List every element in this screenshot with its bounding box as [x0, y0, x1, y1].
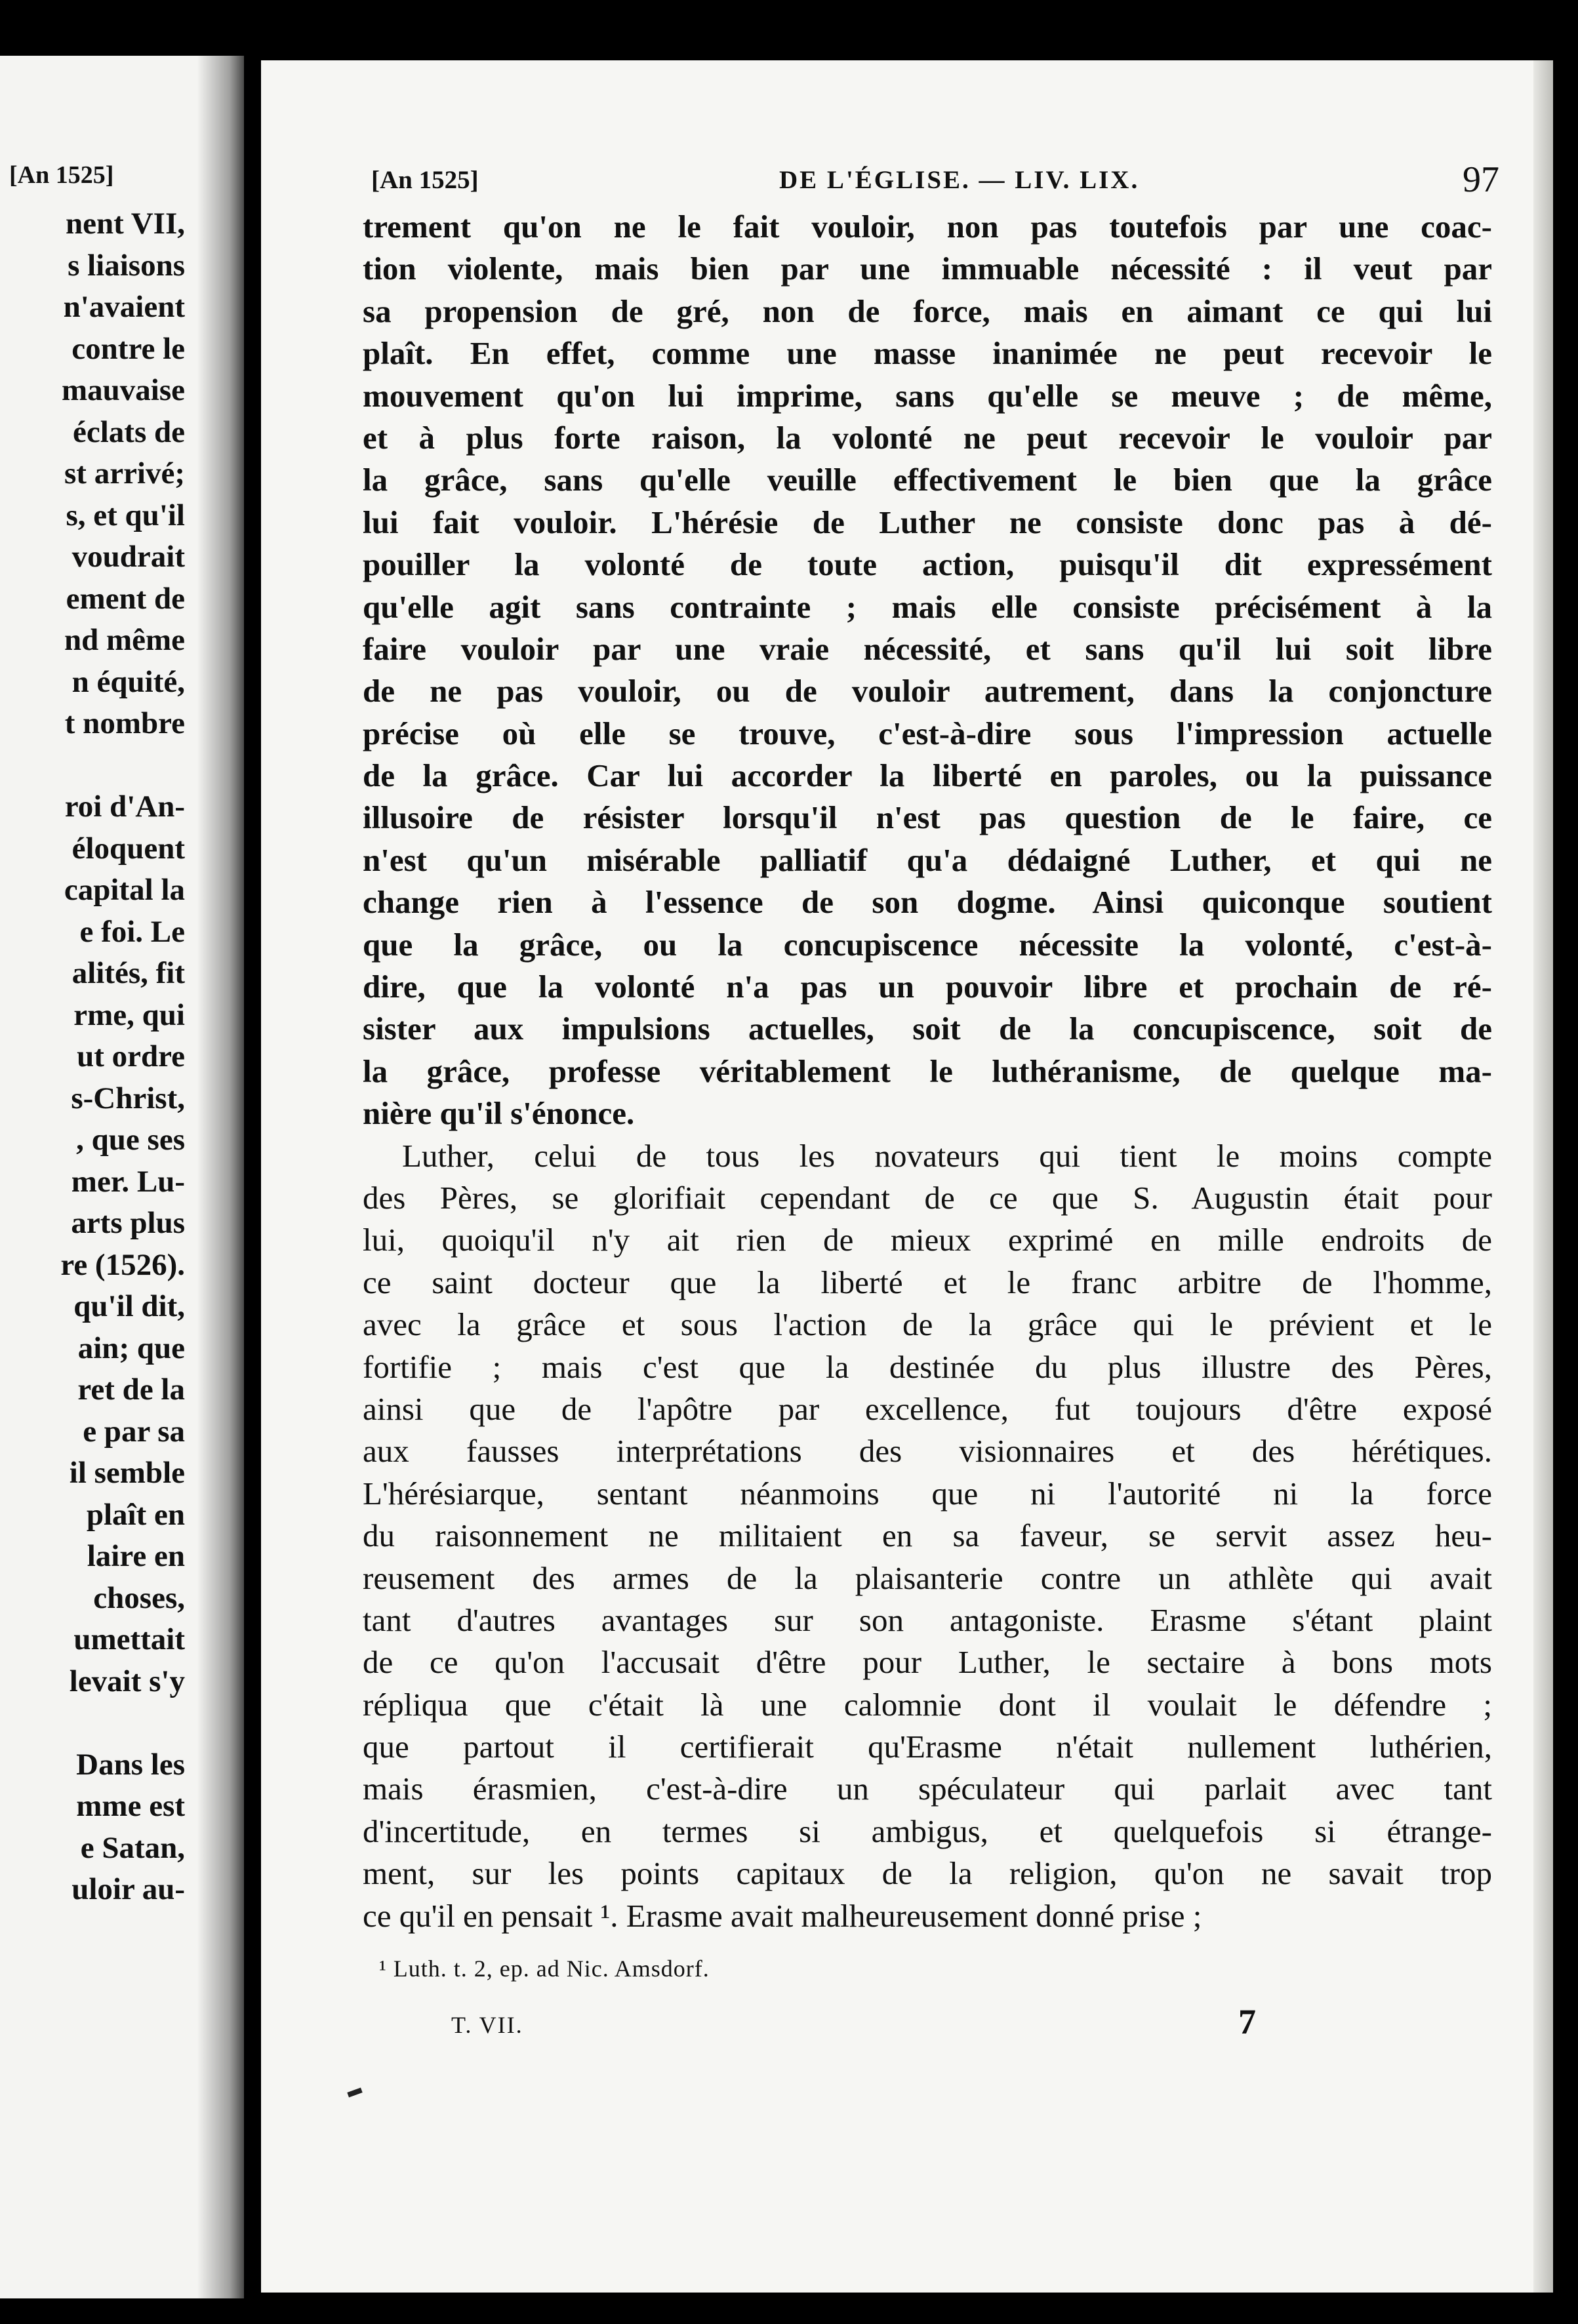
volume-mark: T. VII.: [451, 2012, 523, 2038]
previous-page-line: e par sa: [83, 1414, 185, 1449]
text-line: ce qu'il en pensait ¹. Erasme avait malheureusement donné prise ;: [363, 1897, 1202, 1934]
paragraph-2: [363, 1135, 1492, 1937]
previous-page-line: laire en: [87, 1539, 185, 1573]
previous-page-line: [60, 745, 185, 787]
previous-page-line: , que ses: [76, 1123, 185, 1157]
page-number: 97: [1463, 159, 1499, 200]
previous-page-line: uloir au-: [71, 1872, 185, 1906]
page-edge: [1533, 60, 1553, 2293]
text-line: mouvement qu'on lui imprime, sans qu'elle se meuve ; de même,: [363, 377, 1492, 414]
text-line: précise où elle se trouve, c'est-à-dire sous l'impression actuelle: [363, 715, 1492, 751]
text-line: tant d'autres avantages sur son antagoniste. Erasme s'étant plaint: [363, 1601, 1492, 1638]
text-line: que la grâce, ou la concupiscence nécessite la volonté, c'est-à-: [363, 926, 1492, 963]
previous-page-line: il semble: [69, 1456, 185, 1490]
text-line: lui, quoiqu'il n'y ait rien de mieux exprimé en mille endroits de: [363, 1222, 1492, 1258]
ink-mark: [347, 2087, 362, 2097]
text-line: reusement des armes de la plaisanterie contre un athlète qui avait: [363, 1559, 1492, 1596]
text-line: change rien à l'essence de son dogme. Ainsi quiconque soutient: [363, 884, 1492, 921]
previous-page-line: mme est: [76, 1789, 185, 1823]
previous-page-line: umettait: [73, 1622, 185, 1656]
text-line: répliqua que c'était là une calomnie dont il voulait le défendre ;: [363, 1686, 1492, 1723]
text-line: faire vouloir par une vraie nécessité, et sans qu'il lui soit libre: [363, 630, 1492, 667]
previous-page-line: e Satan,: [80, 1830, 185, 1865]
previous-page-line: roi d'An-: [64, 790, 185, 824]
previous-page-line: contre le: [71, 331, 185, 366]
text-line: de ne pas vouloir, ou de vouloir autrement, dans la conjoncture: [363, 673, 1492, 710]
previous-page: [0, 56, 244, 2298]
previous-page-line: e foi. Le: [79, 914, 185, 949]
previous-page-line: nent VII,: [66, 207, 185, 241]
previous-page-line: capital la: [64, 873, 185, 907]
text-line: dire, que la volonté n'a pas un pouvoir libre et prochain de ré-: [363, 969, 1492, 1005]
text-line: fortifie ; mais c'est que la destinée du plus illustre des Pères,: [363, 1348, 1492, 1385]
text-line: lui fait vouloir. L'hérésie de Luther ne consiste donc pas à dé-: [363, 504, 1492, 540]
text-line: la grâce, sans qu'elle veuille effectivement le bien que la grâce: [363, 462, 1492, 498]
previous-page-line: mauvaise: [62, 373, 185, 407]
text-line: illusoire de résister lorsqu'il n'est pas question de le faire, ce: [363, 799, 1492, 836]
previous-page-line: qu'il dit,: [73, 1289, 185, 1323]
previous-page-line: mer. Lu-: [71, 1164, 185, 1199]
previous-page-line: s-Christ,: [71, 1081, 185, 1115]
text-line: qu'elle agit sans contrainte ; mais elle consiste précisément à la: [363, 588, 1492, 625]
previous-page-line: [60, 1702, 185, 1744]
previous-page-line: ret de la: [77, 1372, 185, 1407]
previous-page-line: éloquent: [71, 831, 185, 866]
text-line: la grâce, professe véritablement le luthéranisme, de quelque ma-: [363, 1052, 1492, 1089]
previous-page-line: nd même: [64, 623, 185, 657]
previous-page-line: st arrivé;: [64, 456, 185, 491]
text-line: avec la grâce et sous l'action de la grâce qui le prévient et le: [363, 1306, 1492, 1343]
text-line: mais érasmien, c'est-à-dire un spéculateur qui parlait avec tant: [363, 1771, 1492, 1807]
paragraph-1: [363, 206, 1492, 1135]
text-line: nière qu'il s'énonce.: [363, 1095, 635, 1132]
previous-page-line: levait s'y: [69, 1664, 185, 1698]
text-line: n'est qu'un misérable palliatif qu'a dédaigné Luther, et qui ne: [363, 841, 1492, 878]
text-line: ce saint docteur que la liberté et le franc arbitre de l'homme,: [363, 1264, 1492, 1300]
previous-page-text-column: [60, 203, 185, 1911]
text-line: de la grâce. Car lui accorder la liberté en paroles, ou la puissance: [363, 757, 1492, 794]
running-head: [371, 159, 1499, 205]
previous-page-line: arts plus: [71, 1206, 185, 1240]
text-line: du raisonnement ne militaient en sa faveur, se servit assez heu-: [363, 1517, 1492, 1554]
previous-page-line: n'avaient: [63, 290, 185, 324]
previous-page-line: ut ordre: [77, 1039, 185, 1073]
previous-page-line: Dans les: [76, 1747, 185, 1782]
previous-page-line: s, et qu'il: [66, 498, 185, 532]
previous-page-line: choses,: [93, 1580, 185, 1615]
previous-page-line: rme, qui: [73, 997, 185, 1032]
previous-page-line: s liaisons: [68, 248, 185, 283]
text-line: sister aux impulsions actuelles, soit de la concupiscence, soit de: [363, 1011, 1492, 1047]
previous-page-line: ain; que: [77, 1331, 185, 1365]
text-line: ment, sur les points capitaux de la religion, qu'on ne savait trop: [363, 1855, 1492, 1892]
text-line: L'hérésiarque, sentant néanmoins que ni l'autorité ni la force: [363, 1475, 1492, 1512]
text-line: tion violente, mais bien par une immuable nécessité : il veut par: [363, 250, 1492, 287]
text-line: trement qu'on ne le fait vouloir, non pas toutefois par une coac-: [363, 209, 1492, 245]
running-head-title: DE L'ÉGLISE. — LIV. LIX.: [779, 166, 1140, 194]
previous-page-line: ement de: [66, 581, 185, 616]
previous-page-line: éclats de: [73, 414, 185, 449]
text-line: ainsi que de l'apôtre par excellence, fut toujours d'être exposé: [363, 1390, 1492, 1427]
page-fold-shadow: [197, 56, 244, 2298]
previous-page-line: alités, fit: [71, 956, 185, 990]
page-body: [363, 206, 1492, 1937]
previous-page-line: voudrait: [71, 540, 185, 574]
text-line: que partout il certifierait qu'Erasme n'était nullement luthérien,: [363, 1729, 1492, 1765]
previous-page-running-head: [An 1525]: [9, 161, 114, 189]
text-line: pouiller la volonté de toute action, puisqu'il dit expressément: [363, 546, 1492, 583]
previous-page-line: n équité,: [71, 664, 185, 699]
text-line: de ce qu'on l'accusait d'être pour Luther, le sectaire à bons mots: [363, 1644, 1492, 1681]
previous-page-line: t nombre: [64, 706, 185, 740]
previous-page-line: plaît en: [86, 1497, 185, 1532]
signature-mark: 7: [1238, 2002, 1256, 2041]
text-line: plaît. En effet, comme une masse inanimée ne peut recevoir le: [363, 335, 1492, 372]
text-line: aux fausses interprétations des visionnaires et des hérétiques.: [363, 1433, 1492, 1470]
text-line: et à plus forte raison, la volonté ne peut recevoir le vouloir par: [363, 419, 1492, 456]
text-line: d'incertitude, en termes si ambigus, et quelquefois si étrange-: [363, 1813, 1492, 1849]
text-line: des Pères, se glorifiait cependant de ce que S. Augustin était pour: [363, 1179, 1492, 1216]
previous-page-line: re (1526).: [60, 1247, 185, 1282]
text-line: sa propension de gré, non de force, mais en aimant ce qui lui: [363, 292, 1492, 329]
footnote: ¹ Luth. t. 2, ep. ad Nic. Amsdorf.: [379, 1955, 710, 1982]
current-page: [261, 60, 1540, 2293]
running-head-year: [An 1525]: [371, 166, 479, 194]
text-line: Luther, celui de tous les novateurs qui tient le moins compte: [402, 1137, 1492, 1174]
